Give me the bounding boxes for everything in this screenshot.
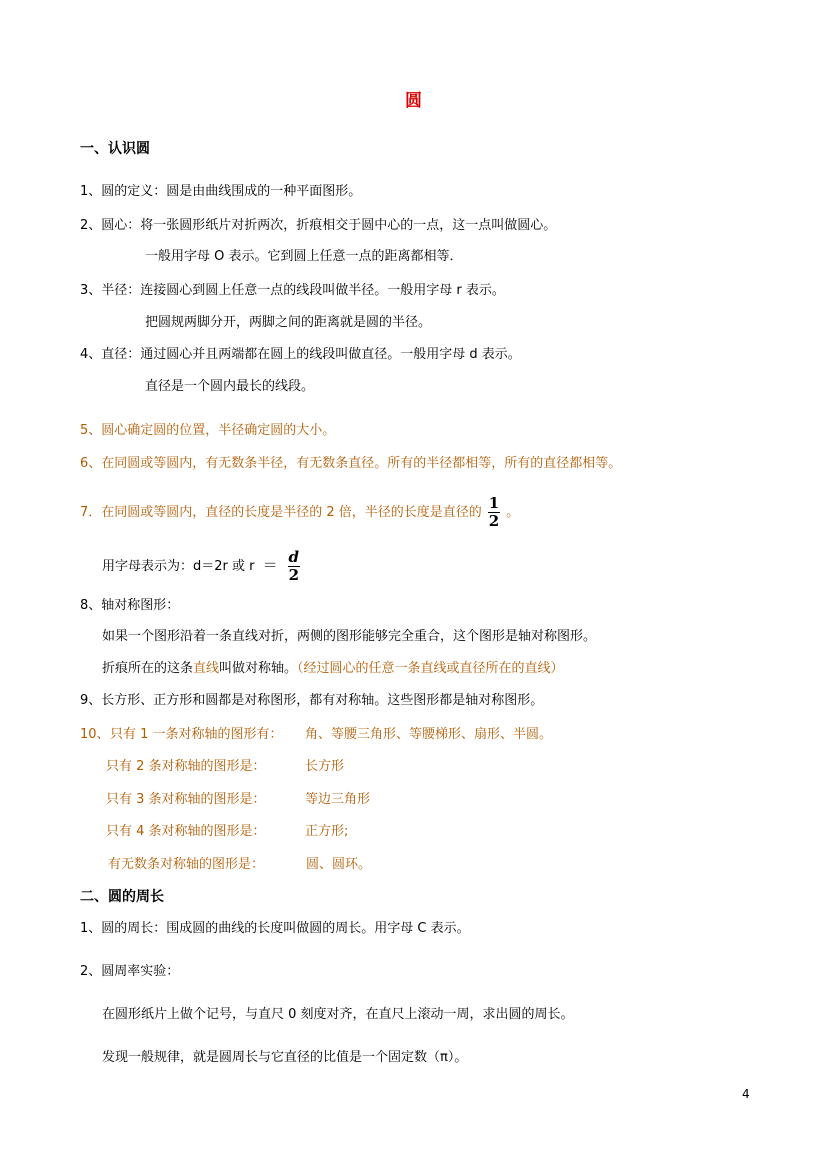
item-10-row-3-label: 只有 3 条对称轴的图形是： bbox=[106, 792, 266, 807]
item-8-line2 bbox=[102, 660, 564, 678]
fraction-numerator: 1 bbox=[488, 494, 500, 512]
item-10-row-4-value: 正方形; bbox=[305, 824, 349, 839]
fraction-denominator: 2 bbox=[288, 566, 299, 584]
item-10-row-1-value: 角、等腰三角形、等腰梯形、扇形、半圆。 bbox=[305, 727, 553, 742]
item-8-label: 8、轴对称图形： bbox=[80, 598, 180, 613]
item-8-line2-mid: 叫做对称轴。 bbox=[219, 661, 298, 676]
section-heading-circumference: 二、圆的周长 bbox=[80, 889, 164, 905]
item-10-row-3-value: 等边三角形 bbox=[305, 792, 371, 807]
item-9: 9、长方形、正方形和圆都是对称图形，都有对称轴。这些图形都是轴对称图形。 bbox=[80, 693, 544, 708]
item-8-line2-pre: 折痕所在的这条 bbox=[102, 661, 194, 676]
item-1-definition: 1、圆的定义：圆是由曲线围成的一种平面图形。 bbox=[80, 184, 362, 199]
section2-item-2: 2、圆周率实验： bbox=[80, 964, 180, 979]
page-title: 圆 bbox=[405, 91, 422, 111]
item-4-diameter: 4、直径：通过圆心并且两端都在圆上的线段叫做直径。一般用字母 d 表示。 bbox=[80, 347, 521, 362]
item-8-line2-paren: （经过圆心的任意一条直线或直径所在的直线） bbox=[297, 661, 564, 676]
section-heading-know-circle: 一、认识圆 bbox=[80, 141, 150, 157]
item-2-note: 一般用字母 O 表示。它到圆上任意一点的距离都相等． bbox=[145, 249, 463, 264]
item-7-end: 。 bbox=[506, 505, 520, 520]
item-3-radius: 3、半径：连接圆心到圆上任意一点的线段叫做半径。一般用字母 r 表示。 bbox=[80, 283, 505, 298]
item-10-num: 10、 bbox=[80, 727, 110, 742]
page-number: 4 bbox=[742, 1087, 750, 1101]
fraction-one-half bbox=[488, 496, 500, 529]
item-7 bbox=[80, 496, 519, 530]
item-10-row-4-label: 只有 4 条对称轴的图形是： bbox=[106, 824, 266, 839]
item-7-text: 7．在同圆或等圆内，直径的长度是半径的 2 倍，半径的长度是直径的 bbox=[80, 505, 482, 520]
item-10-row-5-label: 有无数条对称轴的图形是： bbox=[108, 857, 265, 872]
item-3-note: 把圆规两脚分开，两脚之间的距离就是圆的半径。 bbox=[145, 315, 432, 330]
item-10-row-1-label: 只有 1 一条对称轴的图形有： bbox=[110, 727, 283, 742]
item-4-note: 直径是一个圆内最长的线段。 bbox=[145, 379, 315, 394]
formula-text: 用字母表示为：d＝2r 或 r bbox=[102, 559, 255, 574]
fraction-d-over-2 bbox=[288, 550, 300, 583]
item-6: 6、在同圆或等圆内，有无数条半径，有无数条直径。所有的半径都相等，所有的直径都相等。 bbox=[80, 456, 622, 471]
item-10-row-5-value: 圆、圆环。 bbox=[306, 857, 372, 872]
formula-equals: ＝ bbox=[262, 556, 278, 574]
item-8-line2-highlight: 直线 bbox=[193, 661, 220, 676]
item-5: 5、圆心确定圆的位置，半径确定圆的大小。 bbox=[80, 423, 336, 438]
section2-line-b: 发现一般规律，就是圆周长与它直径的比值是一个固定数（π）。 bbox=[102, 1050, 468, 1065]
fraction-numerator: d bbox=[288, 548, 300, 566]
item-10-row-2-value: 长方形 bbox=[305, 759, 345, 774]
item-2-center: 2、圆心：将一张圆形纸片对折两次，折痕相交于圆中心的一点，这一点叫做圆心。 bbox=[80, 218, 557, 233]
section2-item-1: 1、圆的周长：围成圆的曲线的长度叫做圆的周长。用字母 C 表示。 bbox=[80, 921, 470, 936]
section2-line-a: 在圆形纸片上做个记号，与直尺 0 刻度对齐，在直尺上滚动一周，求出圆的周长。 bbox=[102, 1007, 574, 1022]
item-10-row-2-label: 只有 2 条对称轴的图形是： bbox=[106, 759, 266, 774]
formula-line bbox=[102, 548, 302, 584]
fraction-denominator: 2 bbox=[488, 512, 500, 530]
item-8-line1: 如果一个图形沿着一条直线对折，两侧的图形能够完全重合，这个图形是轴对称图形。 bbox=[102, 629, 597, 644]
